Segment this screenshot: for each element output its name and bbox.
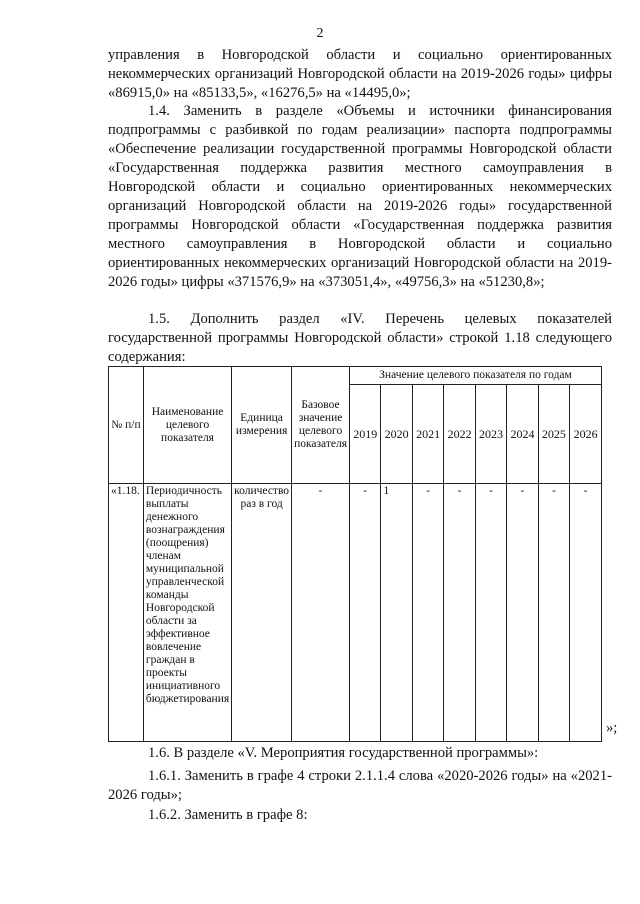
table-row	[109, 484, 602, 742]
paragraph-1-6: 1.6. В разделе «V. Мероприятия государственной программы»:	[148, 745, 539, 761]
row-unit: количество раз в год	[232, 484, 292, 742]
header-year: 2020	[381, 385, 412, 484]
row-value-2022: -	[444, 484, 475, 742]
header-year: 2025	[538, 385, 569, 484]
paragraph-1-6-2: 1.6.2. Заменить в графе 8:	[148, 807, 308, 823]
header-year: 2019	[349, 385, 380, 484]
header-years-group: Значение целевого показателя по годам	[349, 367, 601, 385]
header-year: 2021	[412, 385, 443, 484]
row-value-2026: -	[570, 484, 602, 742]
header-year: 2024	[507, 385, 538, 484]
row-value-2024: -	[507, 484, 538, 742]
closing-quote: »;	[606, 720, 618, 736]
paragraph-1-6-1: 1.6.1. Заменить в графе 4 строки 2.1.1.4 слова «2020-2026 годы» на «2021-2026 годы»;	[108, 768, 612, 803]
row-value-2019: -	[349, 484, 380, 742]
paragraph-1-5: 1.5. Дополнить раздел «IV. Перечень целевых показателей государственной программы Новгородской области» строкой 1.18 следующего содержания:	[108, 311, 612, 365]
row-value-2023: -	[475, 484, 506, 742]
paragraph-1-4: 1.4. Заменить в разделе «Объемы и источники финансирования подпрограммы с разбивкой по годам реализации» паспорта подпрограммы «Обеспечение реализации государственной программы Новгородской области «Государственная поддержка развития местного самоуправления в Новгородской области и социально ориентированных некоммерческих организаций Новгородской области на 2019-2026 годы» государственной программы Новгородской области «Государственная поддержка развития местного самоуправления в Новгородской области и социально ориентированных некоммерческих организаций Новгородской области на 2019-2026 годы» цифры «371576,9» на «373051,4», «49756,3» на «51230,8»;	[108, 103, 612, 290]
target-indicators-table	[108, 366, 602, 742]
row-value-2021: -	[412, 484, 443, 742]
header-number: № п/п	[109, 367, 144, 484]
row-value-2025: -	[538, 484, 569, 742]
header-indicator-name: Наименование целевого показателя	[143, 367, 231, 484]
row-base-value: -	[292, 484, 350, 742]
header-year: 2026	[570, 385, 602, 484]
page-number: 2	[316, 26, 324, 41]
header-base-value: Базовое значение целевого показателя	[292, 367, 350, 484]
row-value-2020: 1	[381, 484, 412, 742]
header-year: 2023	[475, 385, 506, 484]
table-header-row	[109, 367, 602, 385]
row-number: «1.18.	[109, 484, 144, 742]
row-indicator-name: Периодичность выплаты денежного вознаграждения (поощрения) членам муниципальной управленческой команды Новгородской области за эффективное вовлечение граждан в проекты инициативного бюджетирования	[143, 484, 231, 742]
header-unit: Единица измерения	[232, 367, 292, 484]
paragraph-continuation: управления в Новгородской области и социально ориентированных некоммерческих организаций Новгородской области на 2019-2026 годы» цифры «86915,0» на «85133,5», «16276,5» на «14495,0»;	[108, 47, 612, 101]
header-year: 2022	[444, 385, 475, 484]
